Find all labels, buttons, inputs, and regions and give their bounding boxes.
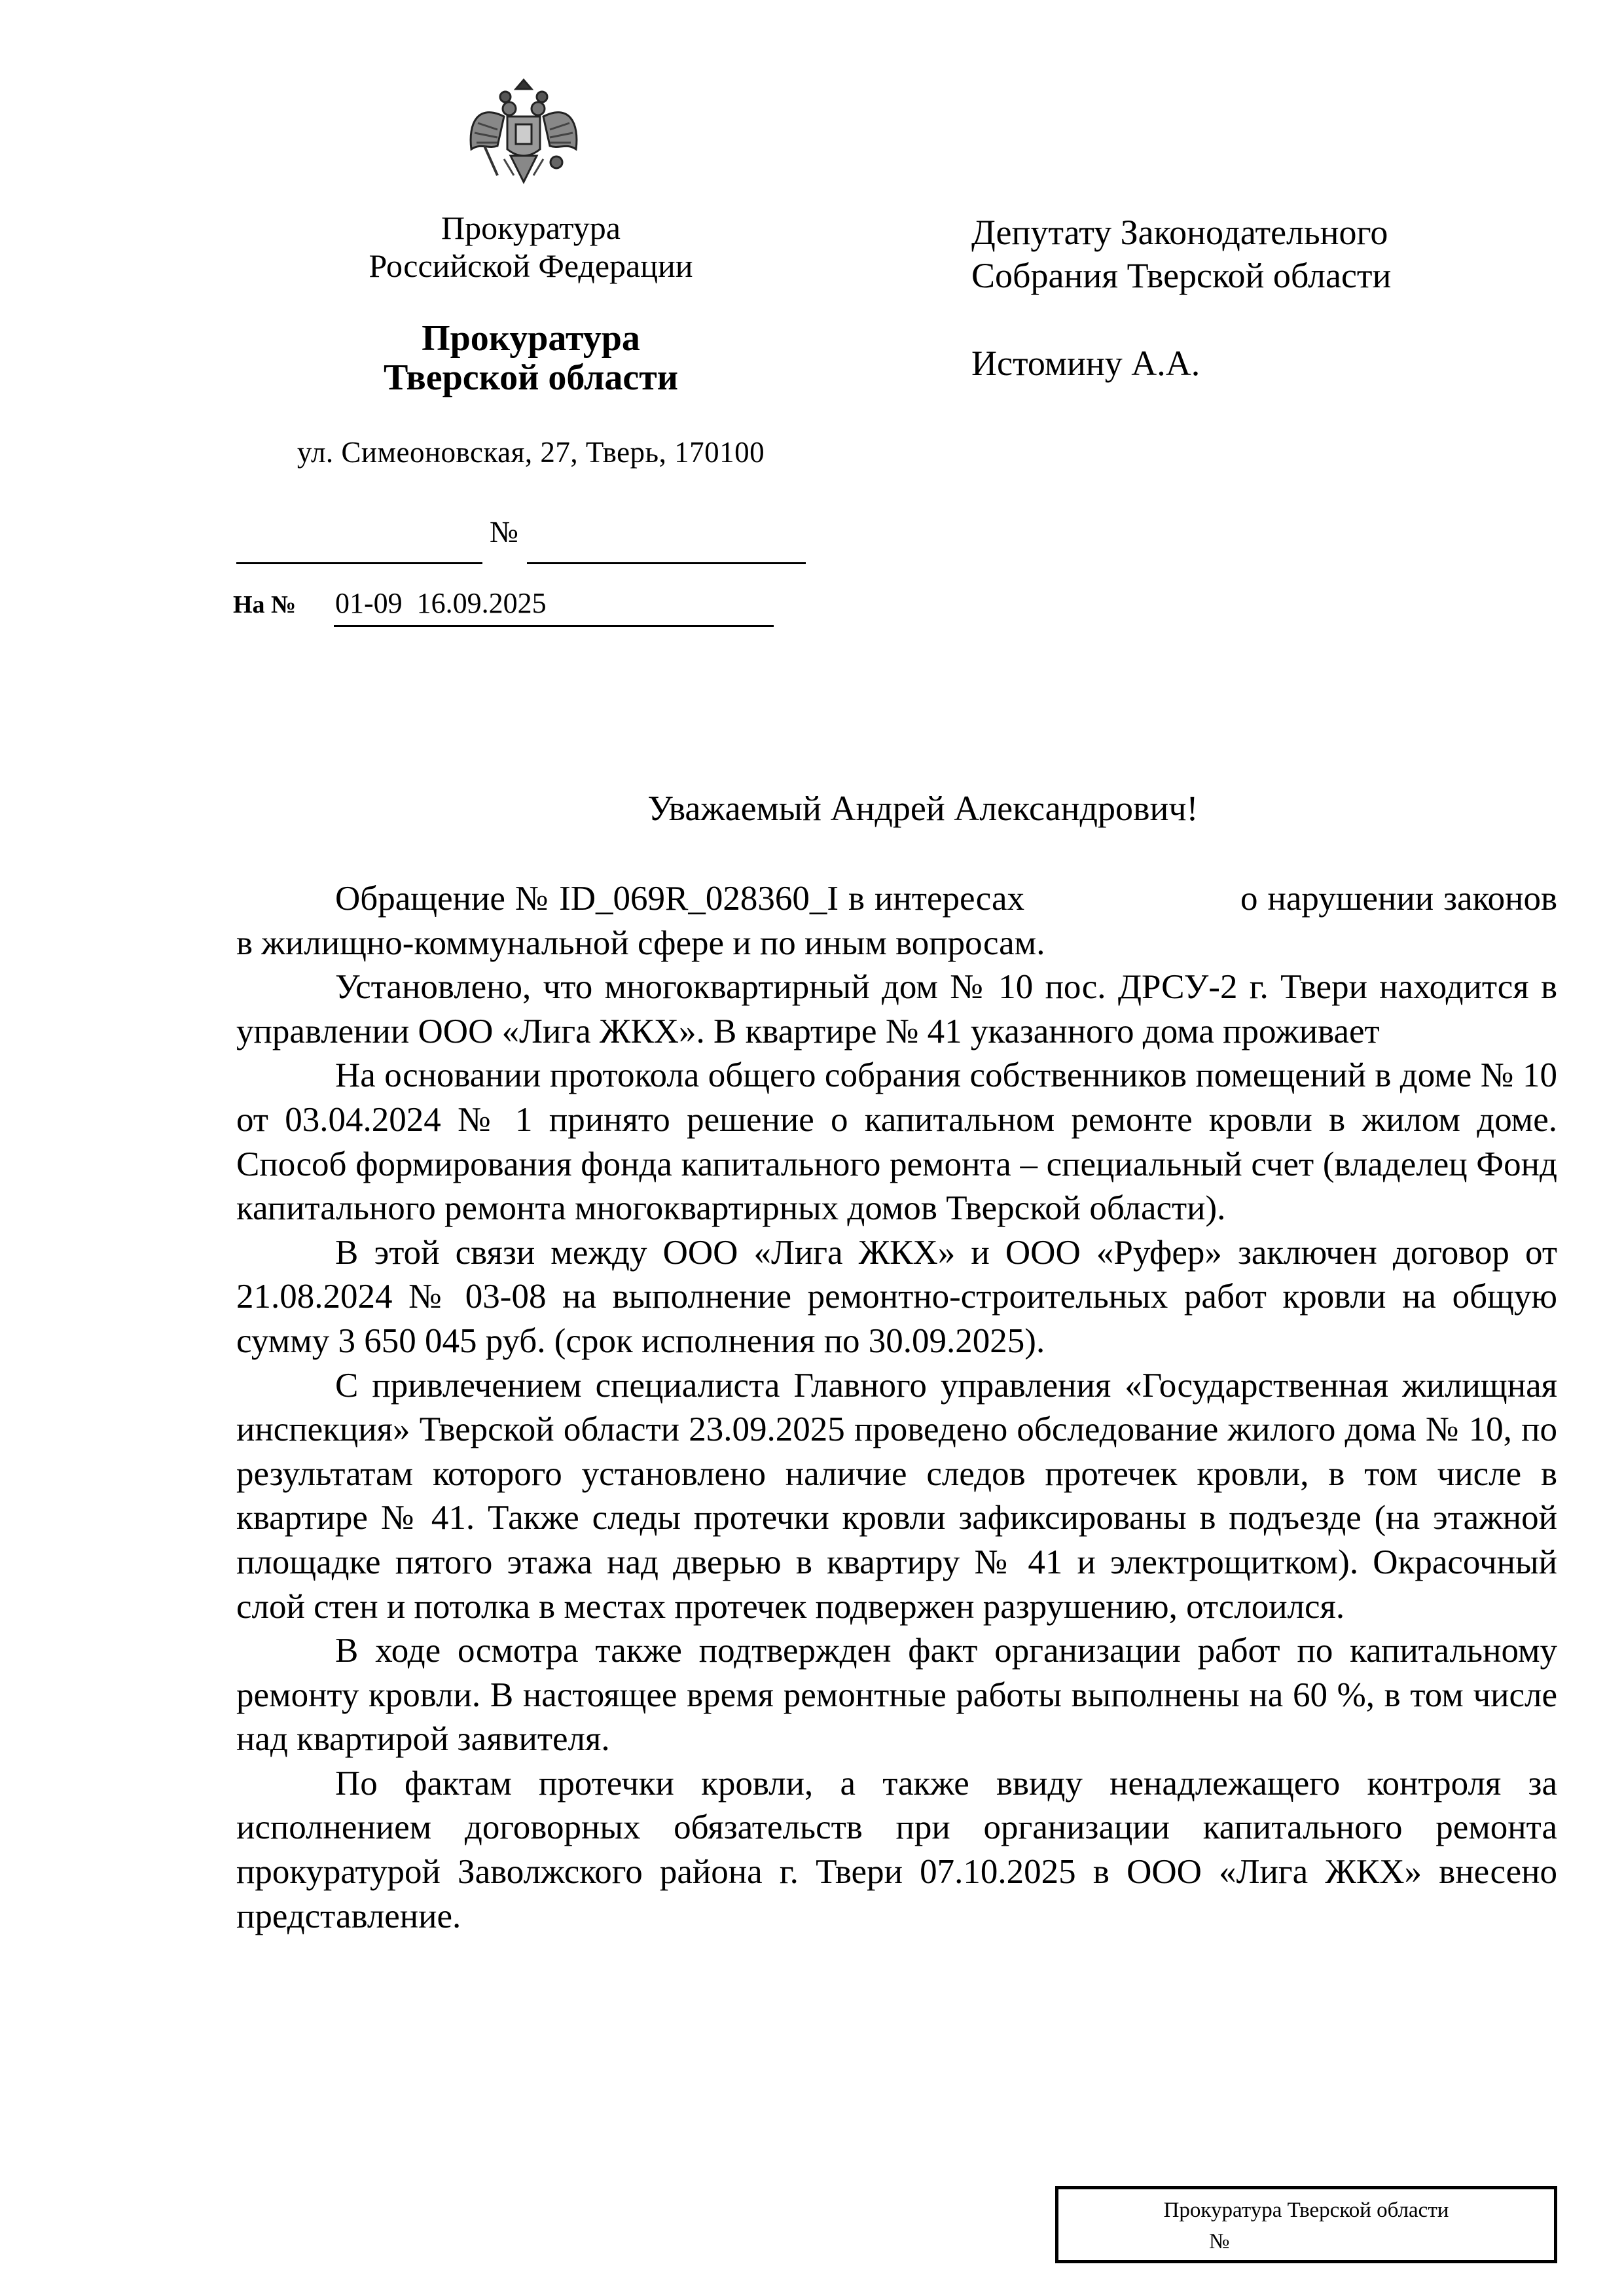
paragraph: С привлечением специалиста Главного управления «Государственная жилищная инспекция» Тверской области 23.09.2025 проведено обследование жилого дома № 10, по результатам которого установлено наличие следов протечек кровли, в том числе в квартире № 41. Также следы протечки кровли зафиксированы в подъезде (на этажной площадке пятого этажа над дверью в квартиру № 41 и электрощитком). Окрасочный слой стен и потолка в местах протечек подвержен разрушению, отслоился.: [236, 1366, 1557, 1626]
registration-stamp: [1055, 2186, 1557, 2263]
reply-to-label: На №: [233, 591, 297, 619]
registration-number-sign: №: [490, 515, 518, 548]
paragraph: [236, 965, 1557, 1054]
letter-body: [236, 877, 1557, 1939]
paragraph: На основании протокола общего собрания собственников помещений в доме № 10 от 03.04.2024 № 1 принято решение о капитальном ремонте кровли в жилом доме. Способ формирования фонда капитального ремонта – специальный счет (владелец Фонд капитального ремонта многоквартирных домов Тверской области).: [236, 1056, 1557, 1228]
salutation: Уважаемый Андрей Александрович!: [647, 789, 1199, 828]
paragraph-text: Установлено, что многоквартирный дом № 10 пос. ДРСУ-2 г. Твери находится в управлении ООО «Лига ЖКХ». В квартире № 41 указанного дома проживает: [236, 968, 1557, 1050]
office-address: ул. Симеоновская, 27, Тверь, 170100: [297, 436, 765, 469]
registration-date-line: [236, 562, 482, 564]
stamp-number-sign: №: [1209, 2230, 1230, 2253]
stamp-title: Прокуратура Тверской области: [1163, 2198, 1449, 2222]
addressee-name: Истомину А.А.: [971, 344, 1200, 383]
paragraph-text: Обращение № ID_069R_028360_I в интересах: [335, 880, 1025, 918]
paragraph: В ходе осмотра также подтвержден факт организации работ по капитальному ремонту кровли. В настоящее время ремонтные работы выполнены на 60 %, в том числе над квартирой заявителя.: [236, 1632, 1557, 1759]
paragraph: В этой связи между ООО «Лига ЖКХ» и ООО «Руфер» заключен договор от 21.08.2024 № 03-08 на выполнение ремонтно-строительных работ кровли на общую сумму 3 650 045 руб. (срок исполнения по 30.09.2025).: [236, 1233, 1557, 1360]
paragraph: [236, 877, 1557, 965]
reply-to-underline: [334, 625, 774, 627]
addressee-line2: Собрания Тверской области: [971, 256, 1392, 295]
office-name-line2: Тверской области: [383, 357, 679, 398]
org-name-line2: Российской Федерации: [369, 247, 693, 284]
paragraph: По фактам протечки кровли, а также ввиду ненадлежащего контроля за исполнением договорных обязательств при организации капитального ремонта прокуратурой Заволжского района г. Твери 07.10.2025 в ООО «Лига ЖКХ» внесено представление.: [236, 1764, 1557, 1935]
office-name-line1: Прокуратура: [422, 318, 640, 359]
reply-to-value: 01-09 16.09.2025: [335, 587, 547, 619]
registration-number-line: [527, 562, 806, 564]
russian-coat-of-arms-icon: [458, 77, 589, 192]
addressee-line1: Депутату Законодательного: [971, 213, 1388, 252]
org-name-line1: Прокуратура: [441, 209, 621, 246]
paragraph-text: о нарушении законов в жилищно-коммунальной сфере и по иным вопросам.: [236, 880, 1558, 962]
